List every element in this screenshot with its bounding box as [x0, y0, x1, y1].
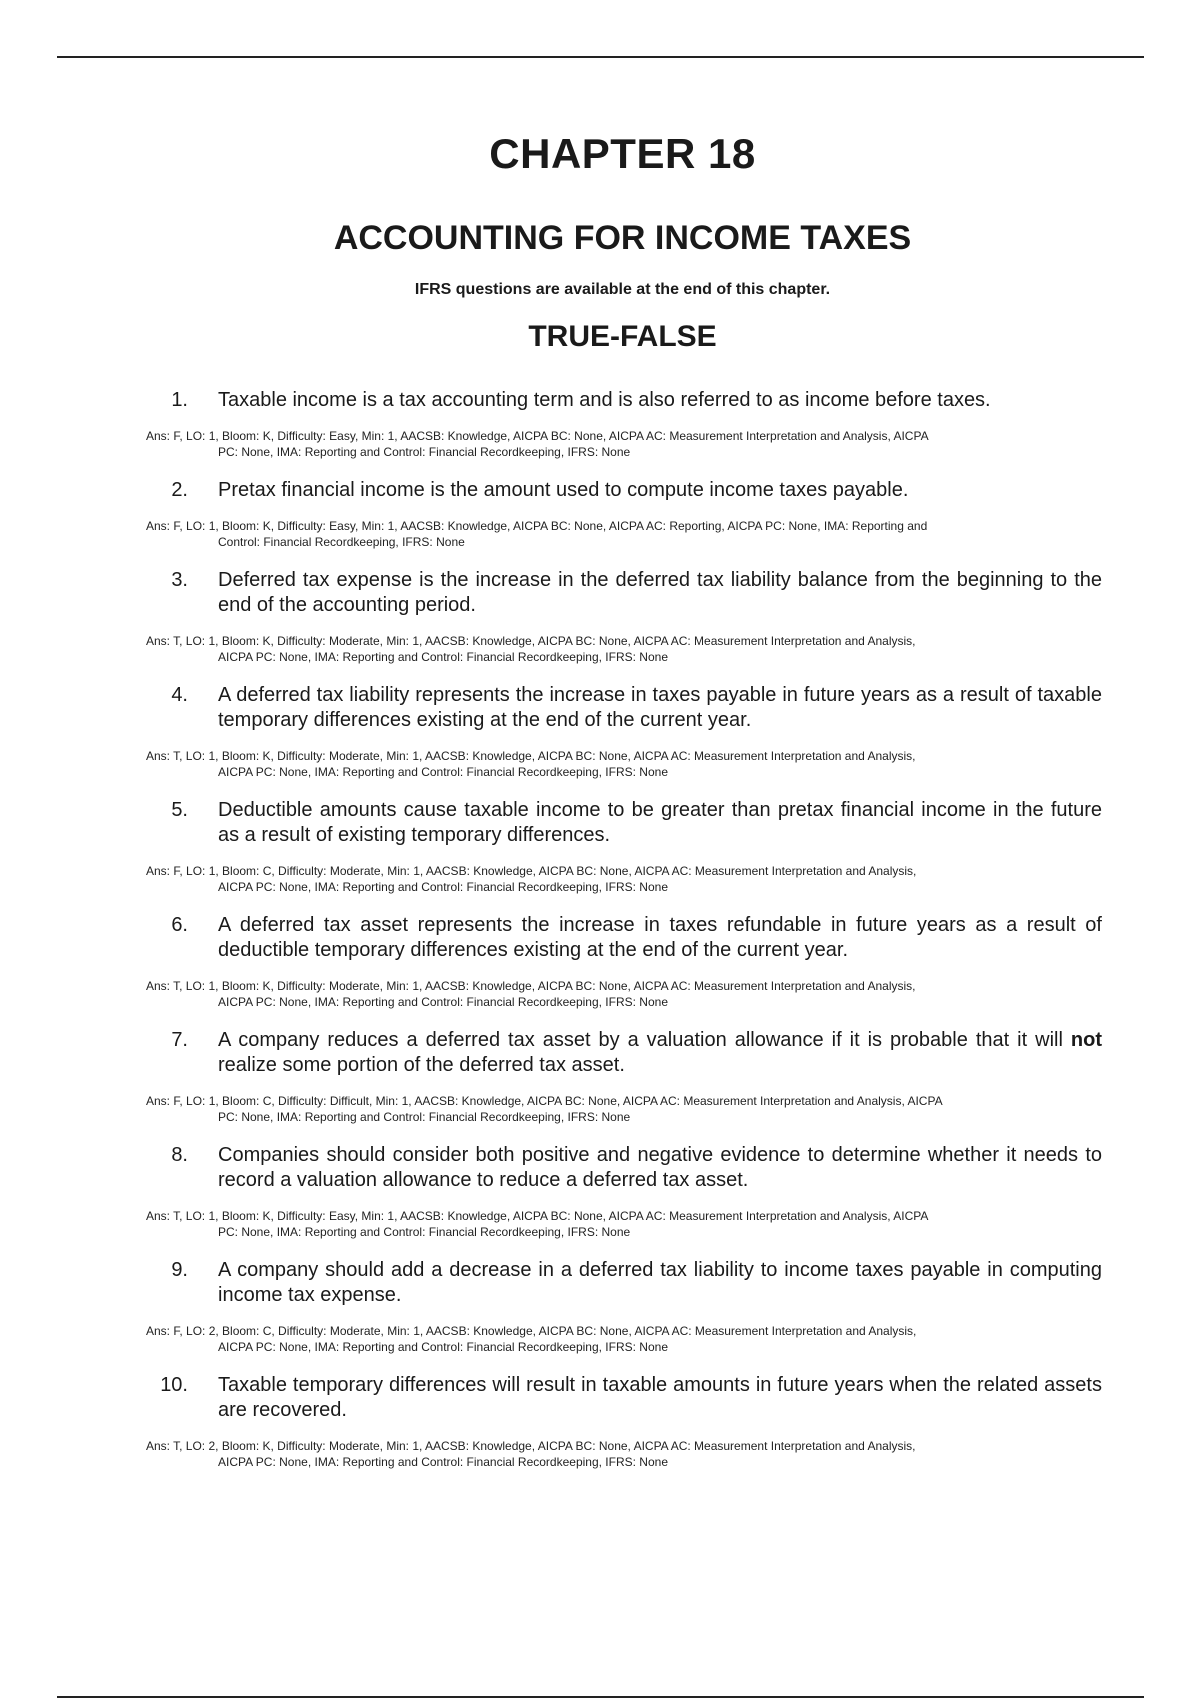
answer-metadata: [0, 633, 1102, 665]
answer-metadata-lead: Ans: F, LO: 1, Bloom: C, Difficulty: Moderate, Min: 1, AACSB: Knowledge, AICPA BC: None, AICPA AC: Measurement Interpretation and Analysis,: [146, 864, 917, 878]
question-item: [0, 683, 1200, 780]
question-text: [0, 1028, 1102, 1078]
answer-metadata-rest: AICPA PC: None, IMA: Reporting and Control: Financial Recordkeeping, IFRS: None: [218, 765, 668, 779]
answer-metadata-lead: Ans: F, LO: 2, Bloom: C, Difficulty: Moderate, Min: 1, AACSB: Knowledge, AICPA BC: None, AICPA AC: Measurement Interpretation and Analysis,: [146, 1324, 917, 1338]
question-text-part: Taxable income is a tax accounting term and is also referred to as income before taxes.: [218, 389, 991, 411]
answer-metadata-rest: PC: None, IMA: Reporting and Control: Financial Recordkeeping, IFRS: None: [218, 1110, 631, 1124]
question-text: [0, 388, 1102, 413]
question-number: 5.: [171, 799, 188, 821]
answer-metadata-lead: Ans: T, LO: 1, Bloom: K, Difficulty: Moderate, Min: 1, AACSB: Knowledge, AICPA BC: None, AICPA AC: Measurement Interpretation and Analysis,: [146, 749, 916, 763]
question-number: 1.: [171, 389, 188, 411]
answer-metadata-lead: Ans: T, LO: 1, Bloom: K, Difficulty: Moderate, Min: 1, AACSB: Knowledge, AICPA BC: None, AICPA AC: Measurement Interpretation and Analysis,: [146, 634, 916, 648]
top-rule: [57, 56, 1144, 58]
answer-metadata: [0, 1208, 1102, 1240]
answer-metadata-rest: Control: Financial Recordkeeping, IFRS: None: [218, 535, 465, 549]
question-list: [0, 388, 1200, 1470]
question-item: [0, 1143, 1200, 1240]
bottom-rule: [57, 1696, 1144, 1698]
question-text: [0, 568, 1102, 618]
question-number: 4.: [171, 684, 188, 706]
question-text: [0, 798, 1102, 848]
question-text: [0, 683, 1102, 733]
question-number: 7.: [171, 1029, 188, 1051]
answer-metadata-lead: Ans: F, LO: 1, Bloom: K, Difficulty: Easy, Min: 1, AACSB: Knowledge, AICPA BC: None, AICPA AC: Reporting, AICPA PC: None, IMA: Reporting and: [146, 519, 928, 533]
question-text: [0, 1373, 1102, 1423]
question-text-part: A company should add a decrease in a deferred tax liability to income taxes payable in computing income tax expense.: [218, 1259, 1102, 1306]
question-item: [0, 1373, 1200, 1470]
answer-metadata-rest: AICPA PC: None, IMA: Reporting and Control: Financial Recordkeeping, IFRS: None: [218, 1340, 668, 1354]
question-number: 8.: [171, 1144, 188, 1166]
answer-metadata-lead: Ans: T, LO: 1, Bloom: K, Difficulty: Moderate, Min: 1, AACSB: Knowledge, AICPA BC: None, AICPA AC: Measurement Interpretation and Analysis,: [146, 979, 916, 993]
question-text-part: A deferred tax asset represents the increase in taxes refundable in future years as a result of deductible temporary differences existing at the end of the current year.: [218, 914, 1102, 961]
question-item: [0, 798, 1200, 895]
answer-metadata-lead: Ans: T, LO: 2, Bloom: K, Difficulty: Moderate, Min: 1, AACSB: Knowledge, AICPA BC: None, AICPA AC: Measurement Interpretation and Analysis,: [146, 1439, 916, 1453]
question-text-part: Deferred tax expense is the increase in the deferred tax liability balance from the beginning to the end of the accounting period.: [218, 569, 1102, 616]
question-item: [0, 478, 1200, 550]
question-number: 10.: [160, 1374, 188, 1396]
question-text-part: Taxable temporary differences will result in taxable amounts in future years when the related assets are recovered.: [218, 1374, 1102, 1421]
answer-metadata-rest: PC: None, IMA: Reporting and Control: Financial Recordkeeping, IFRS: None: [218, 1225, 631, 1239]
chapter-heading: CHAPTER 18: [489, 130, 756, 177]
answer-metadata: [0, 978, 1102, 1010]
question-text: [0, 478, 1102, 503]
question-text: [0, 913, 1102, 963]
answer-metadata-lead: Ans: F, LO: 1, Bloom: C, Difficulty: Difficult, Min: 1, AACSB: Knowledge, AICPA BC: None, AICPA AC: Measurement Interpretation and Analysis, AICPA: [146, 1094, 943, 1108]
answer-metadata: [0, 748, 1102, 780]
answer-metadata-rest: PC: None, IMA: Reporting and Control: Financial Recordkeeping, IFRS: None: [218, 445, 631, 459]
section-heading: TRUE-FALSE: [528, 320, 717, 353]
answer-metadata: [0, 1323, 1102, 1355]
question-text: [0, 1258, 1102, 1308]
question-text: [0, 1143, 1102, 1193]
answer-metadata-rest: AICPA PC: None, IMA: Reporting and Control: Financial Recordkeeping, IFRS: None: [218, 995, 668, 1009]
chapter-title: ACCOUNTING FOR INCOME TAXES: [333, 219, 912, 257]
answer-metadata-lead: Ans: F, LO: 1, Bloom: K, Difficulty: Easy, Min: 1, AACSB: Knowledge, AICPA BC: None, AICPA AC: Measurement Interpretation and Analysis, AICPA: [146, 429, 929, 443]
question-number: 2.: [171, 479, 188, 501]
answer-metadata-rest: AICPA PC: None, IMA: Reporting and Control: Financial Recordkeeping, IFRS: None: [218, 1455, 668, 1469]
question-item: [0, 1258, 1200, 1355]
answer-metadata: [0, 863, 1102, 895]
question-text-part: Deductible amounts cause taxable income to be greater than pretax financial income in the future as a result of existing temporary differences.: [218, 799, 1102, 846]
question-text-emphasis: not: [1070, 1029, 1102, 1051]
question-number: 9.: [171, 1259, 188, 1281]
answer-metadata-lead: Ans: T, LO: 1, Bloom: K, Difficulty: Easy, Min: 1, AACSB: Knowledge, AICPA BC: None, AICPA AC: Measurement Interpretation and Analysis, AICPA: [146, 1209, 929, 1223]
answer-metadata: [0, 1093, 1102, 1125]
question-number: 6.: [171, 914, 188, 936]
question-item: [0, 913, 1200, 1010]
question-text-part: Companies should consider both positive and negative evidence to determine whether it needs to record a valuation allowance to reduce a deferred tax asset.: [218, 1144, 1102, 1191]
ifrs-note: IFRS questions are available at the end of this chapter.: [414, 281, 831, 298]
answer-metadata-rest: AICPA PC: None, IMA: Reporting and Control: Financial Recordkeeping, IFRS: None: [218, 880, 668, 894]
answer-metadata: [0, 1438, 1102, 1470]
answer-metadata: [0, 428, 1102, 460]
question-text-part: realize some portion of the deferred tax asset.: [218, 1054, 625, 1076]
question-text-part: Pretax financial income is the amount used to compute income taxes payable.: [218, 479, 909, 501]
question-number: 3.: [171, 569, 188, 591]
question-text-part: A company reduces a deferred tax asset by a valuation allowance if it is probable that it will: [218, 1029, 1071, 1051]
question-text-part: A deferred tax liability represents the increase in taxes payable in future years as a result of taxable temporary differences existing at the end of the current year.: [218, 684, 1102, 731]
question-item: [0, 388, 1200, 460]
question-item: [0, 568, 1200, 665]
answer-metadata-rest: AICPA PC: None, IMA: Reporting and Control: Financial Recordkeeping, IFRS: None: [218, 650, 668, 664]
answer-metadata: [0, 518, 1102, 550]
question-item: [0, 1028, 1200, 1125]
